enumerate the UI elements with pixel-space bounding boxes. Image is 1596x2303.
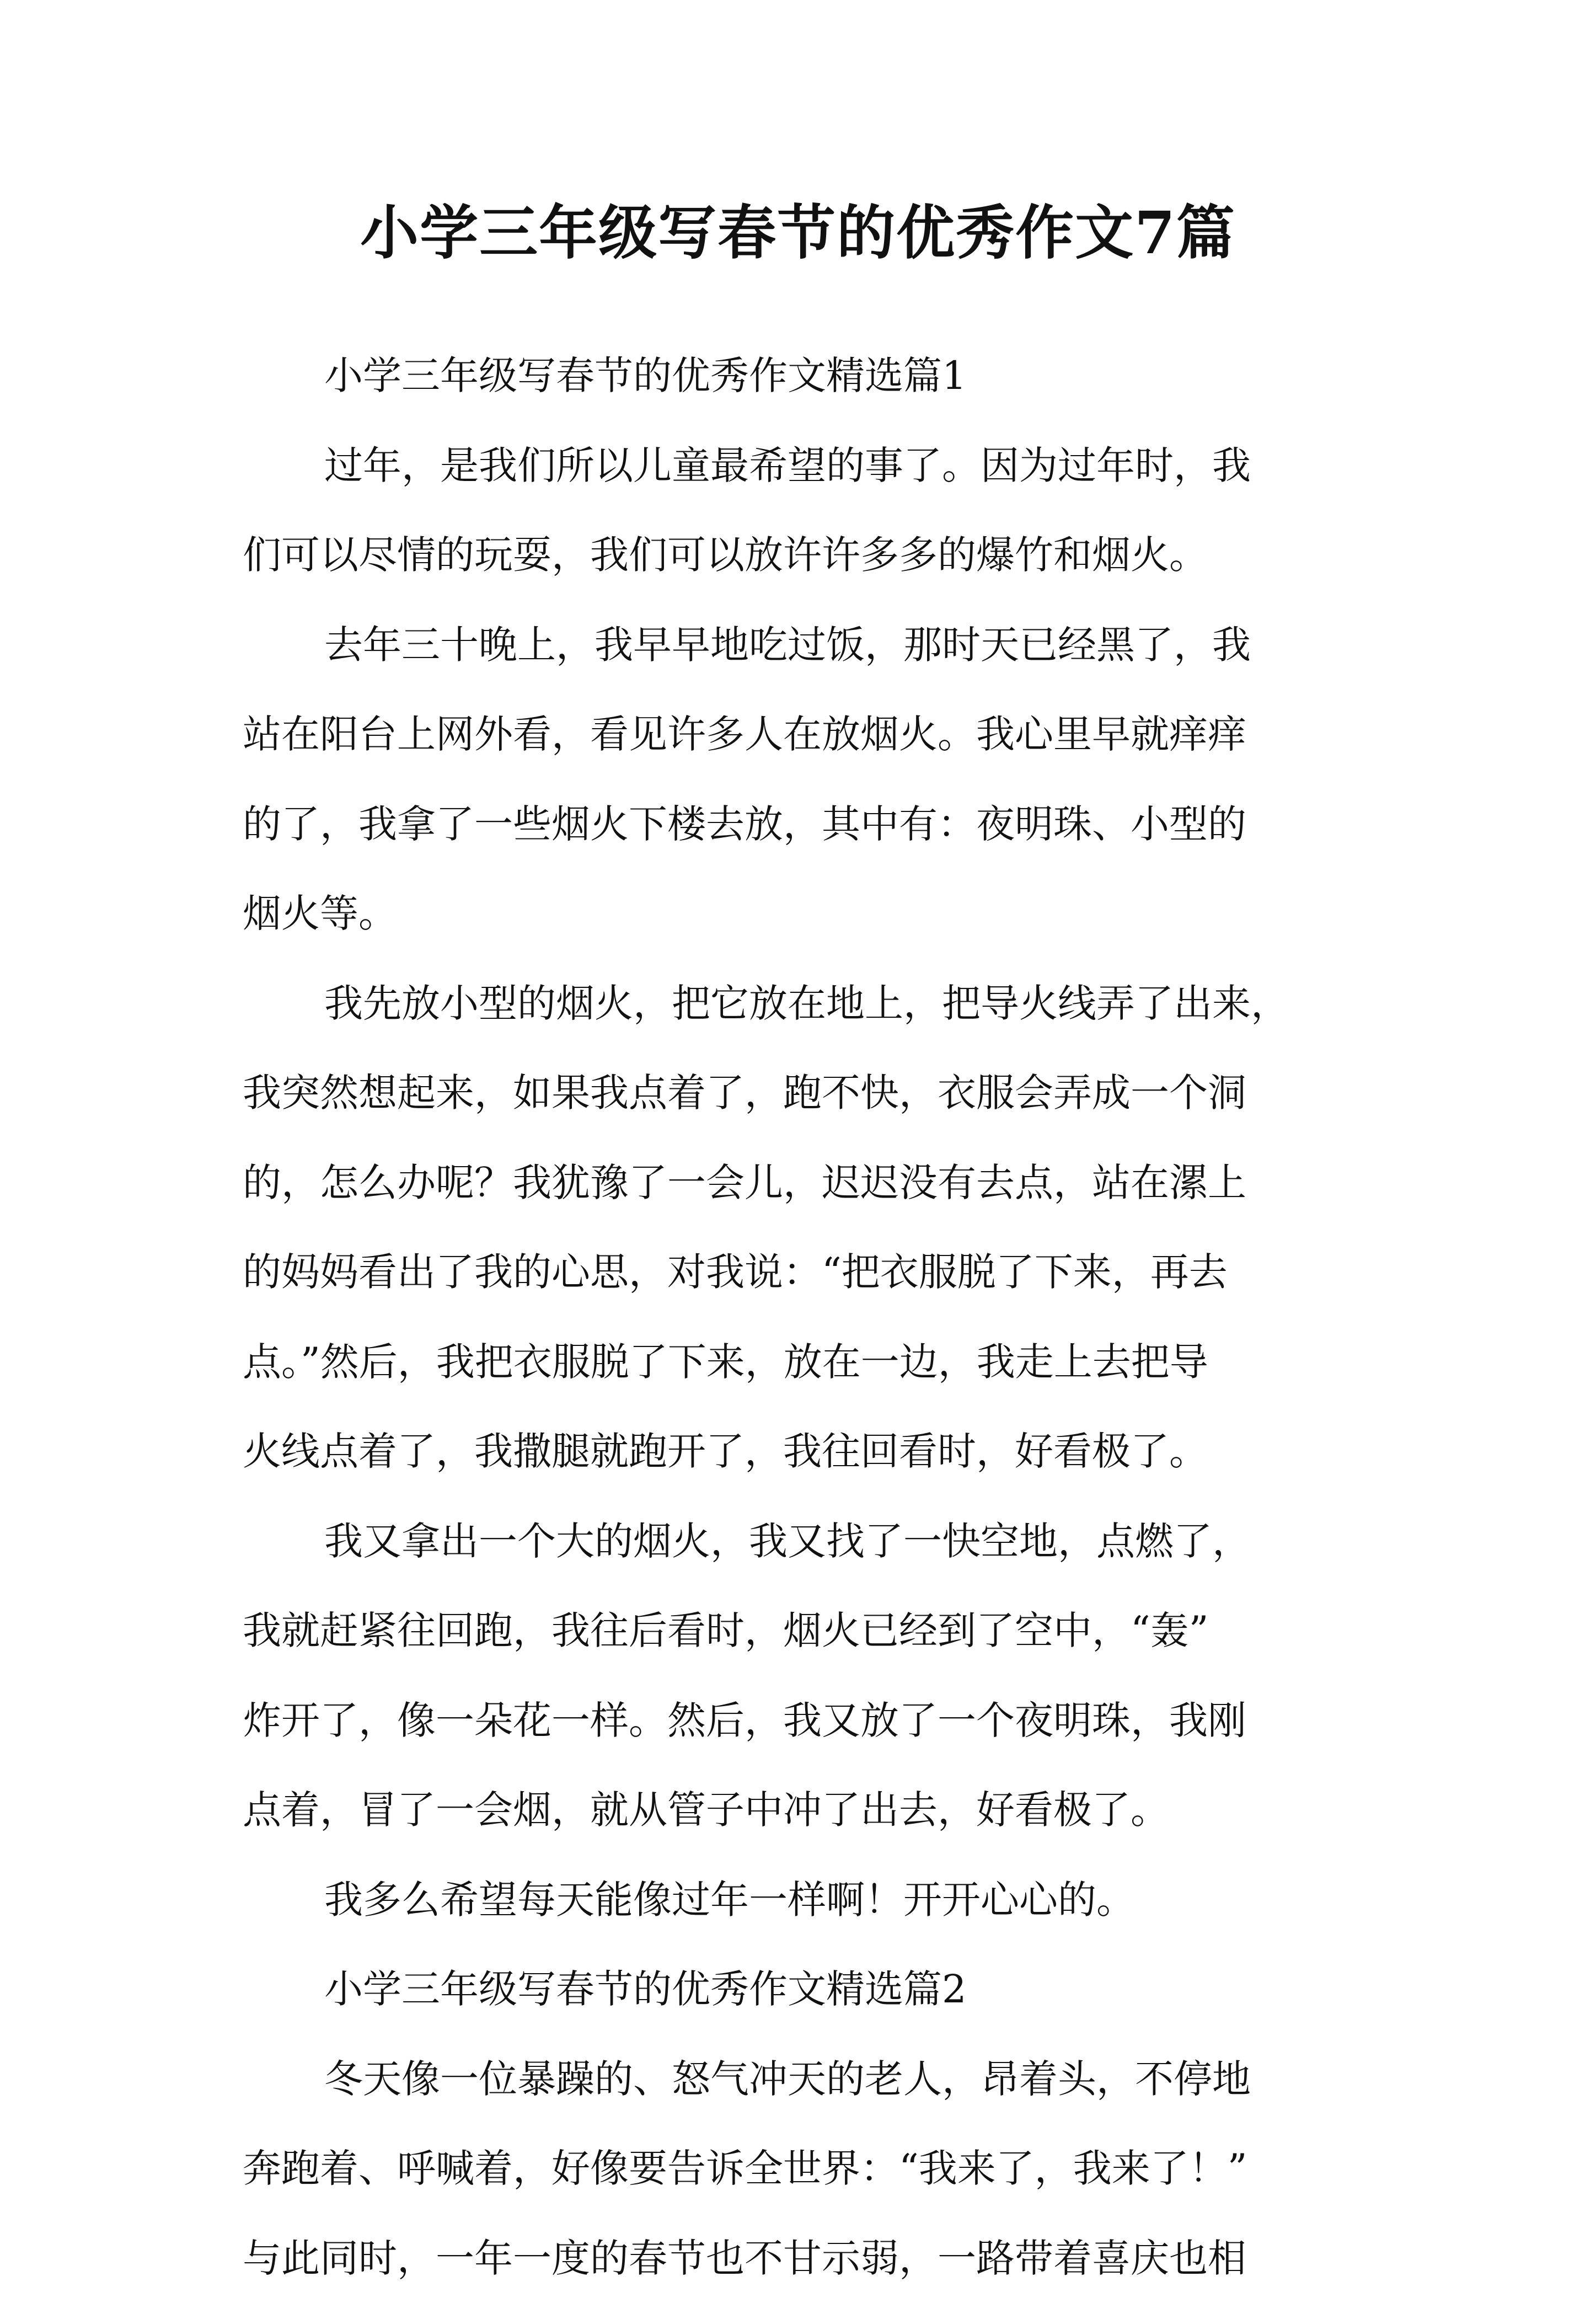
text-line: 过年，是我们所以儿童最希望的事了。因为过年时，我 xyxy=(243,421,1362,511)
document-body xyxy=(243,331,1362,2303)
document-title: 小学三年级写春节的优秀作文7篇 xyxy=(0,194,1596,271)
text-line: 们可以尽情的玩耍，我们可以放许许多多的爆竹和烟火。 xyxy=(243,510,1362,600)
text-line: 的了，我拿了一些烟火下楼去放，其中有：夜明珠、小型的 xyxy=(243,779,1362,869)
text-line: 小学三年级写春节的优秀作文精选篇2 xyxy=(243,1944,1362,2034)
text-line: 小学三年级写春节的优秀作文精选篇1 xyxy=(243,331,1362,421)
text-line: 烟火等。 xyxy=(243,869,1362,959)
text-line: 站在阳台上网外看，看见许多人在放烟火。我心里早就痒痒 xyxy=(243,690,1362,779)
text-line: 炸开了，像一朵花一样。然后，我又放了一个夜明珠，我刚 xyxy=(243,1676,1362,1766)
text-line: 的，怎么办呢？我犹豫了一会儿，迟迟没有去点，站在漯上 xyxy=(243,1138,1362,1228)
text-line: 点着，冒了一会烟，就从管子中冲了出去，好看极了。 xyxy=(243,1765,1362,1855)
text-line: 我多么希望每天能像过年一样啊！开开心心的。 xyxy=(243,1855,1362,1945)
text-line: 的妈妈看出了我的心思，对我说：“把衣服脱了下来，再去 xyxy=(243,1227,1362,1317)
text-line: 我先放小型的烟火，把它放在地上，把导火线弄了出来， xyxy=(243,959,1362,1049)
text-line: 火线点着了，我撒腿就跑开了，我往回看时，好看极了。 xyxy=(243,1407,1362,1497)
text-line: 我又拿出一个大的烟火，我又找了一快空地，点燃了， xyxy=(243,1497,1362,1586)
text-line: 我就赶紧往回跑，我往后看时，烟火已经到了空中，“轰” xyxy=(243,1586,1362,1676)
text-line: 我突然想起来，如果我点着了，跑不快，衣服会弄成一个洞 xyxy=(243,1048,1362,1138)
text-line: 点。”然后，我把衣服脱了下来，放在一边，我走上去把导 xyxy=(243,1317,1362,1407)
text-line: 奔跑着、呼喊着，好像要告诉全世界：“我来了，我来了！” xyxy=(243,2124,1362,2214)
text-line: 冬天像一位暴躁的、怒气冲天的老人，昂着头，不停地 xyxy=(243,2034,1362,2124)
text-line: 去年三十晚上，我早早地吃过饭，那时天已经黑了，我 xyxy=(243,600,1362,690)
text-line: 与此同时，一年一度的春节也不甘示弱，一路带着喜庆也相 xyxy=(243,2214,1362,2303)
